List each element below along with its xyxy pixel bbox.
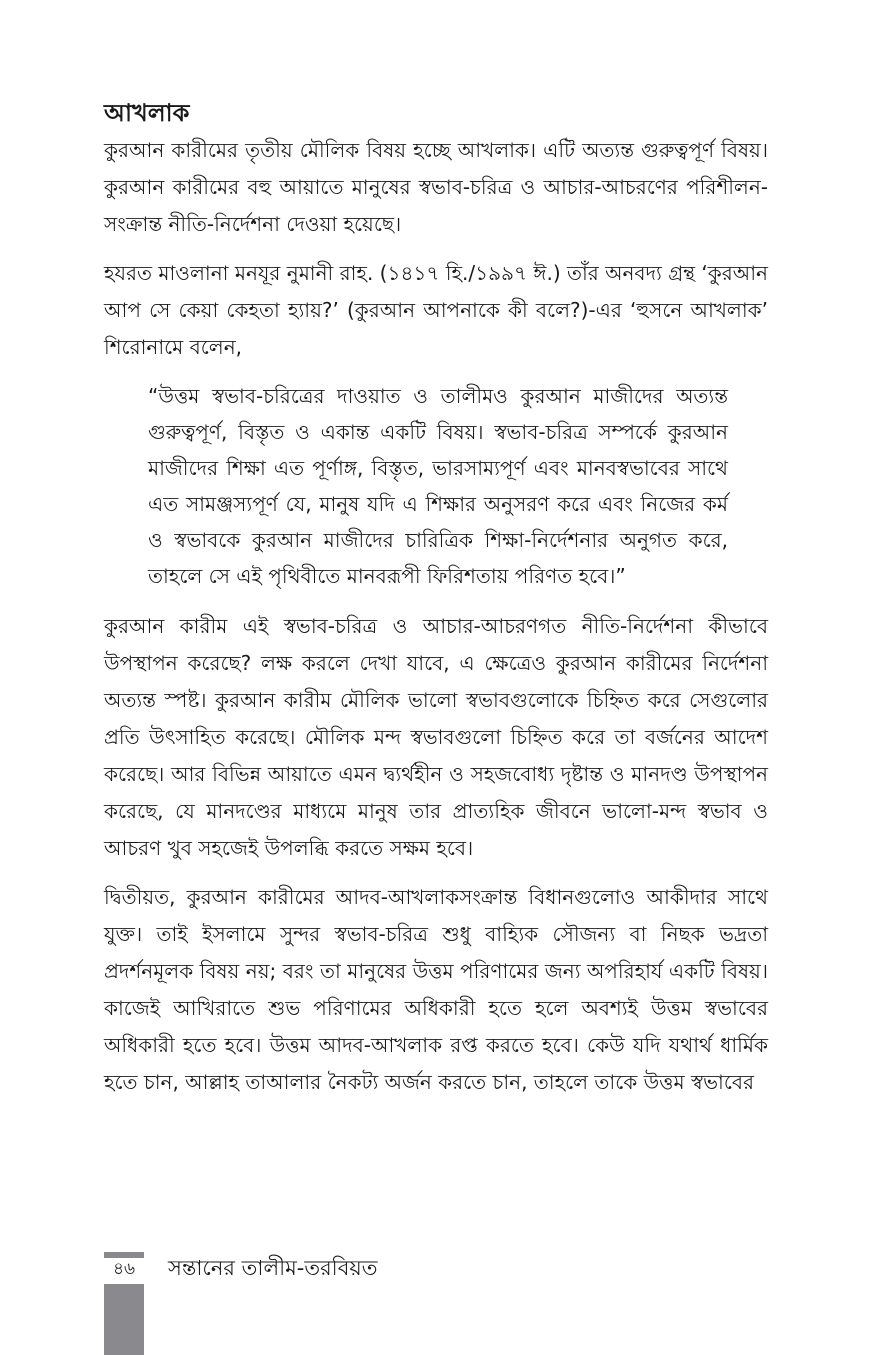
paragraph: কুরআন কারীম এই স্বভাব-চরিত্র ও আচার-আচরণগত নীতি-নির্দেশনা কীভাবে উপস্থাপন করেছে? লক্ষ করলে দেখা যাবে, এ ক্ষেত্রেও কুরআন কারীমের নির্দেশনা অত্যন্ত স্পষ্ট। কুরআন কারীম মৌলিক ভালো স্বভাবগুলোকে চিহ্নিত করে সেগুলোর প্রতি উৎসাহিত করেছে। মৌলিক মন্দ স্বভাবগুলো চিহ্নিত করে তা বর্জনের আদেশ করেছে। আর বিভিন্ন আয়াতে এমন দ্ব্যর্থহীন ও সহজবোধ্য দৃষ্টান্ত ও মানদণ্ড উপস্থাপন করেছে, যে মানদণ্ডের মাধ্যমে মানুষ তার প্রাত্যহিক জীবনে ভালো-মন্দ স্বভাব ও আচরণ খুব সহজেই উপলব্ধি করতে সক্ষম হবে।: [104, 614, 768, 860]
book-title: সন্তানের তালীম-তরবিয়ত: [168, 1256, 378, 1280]
block-quote: “উত্তম স্বভাব-চরিত্রের দাওয়াত ও তালীমও কুরআন মাজীদের অত্যন্ত গুরুত্বপূর্ণ, বিস্তৃত ও একান্ত একটি বিষয়। স্বভাব-চরিত্র সম্পর্কে কুরআন মাজীদের শিক্ষা এত পূর্ণাঙ্গ, বিস্তৃত, ভারসাম্যপূর্ণ এবং মানবস্বভাবের সাথে এত সামঞ্জস্যপূর্ণ যে, মানুষ যদি এ শিক্ষার অনুসরণ করে এবং নিজের কর্ম ও স্বভাবকে কুরআন মাজীদের চারিত্রিক শিক্ষা-নির্দেশনার অনুগত করে, তাহলে সে এই পৃথিবীতে মানবরূপী ফিরিশতায় পরিণত হবে।”: [148, 384, 728, 588]
page-footer: [104, 1252, 504, 1355]
paragraph: কুরআন কারীমের তৃতীয় মৌলিক বিষয় হচ্ছে আখলাক। এটি অত্যন্ত গুরুত্বপূর্ণ বিষয়। কুরআন কারীমের বহু আয়াতে মানুষের স্বভাব-চরিত্র ও আচার-আচরণের পরিশীলন-সংক্রান্ত নীতি-নির্দেশনা দেওয়া হয়েছে।: [104, 138, 768, 236]
paragraph: হযরত মাওলানা মনযূর নুমানী রাহ. (১৪১৭ হি./১৯৯৭ ঈ.) তাঁর অনবদ্য গ্রন্থ ‘কুরআন আপ সে কেয়া কেহতা হ্যায়?’ (কুরআন আপনাকে কী বলে?)-এর ‘হুসনে আখলাক’ শিরোনামে বলেন,: [104, 261, 768, 359]
paragraph: দ্বিতীয়ত, কুরআন কারীমের আদব-আখলাকসংক্রান্ত বিধানগুলোও আকীদার সাথে যুক্ত। তাই ইসলামে সুন্দর স্বভাব-চরিত্র শুধু বাহ্যিক সৌজন্য বা নিছক ভদ্রতা প্রদর্শনমূলক বিষয় নয়; বরং তা মানুষের উত্তম পরিণামের জন্য অপরিহার্য একটি বিষয়। কাজেই আখিরাতে শুভ পরিণামের অধিকারী হতে হলে অবশ্যই উত্তম স্বভাবের অধিকারী হতে হবে। উত্তম আদব-আখলাক রপ্ত করতে হবে। কেউ যদি যথার্থ ধার্মিক হতে চান, আল্লাহ তাআলার নৈকট্য অর্জন করতে চান, তাহলে তাকে উত্তম স্বভাবের: [104, 885, 768, 1094]
page-body: [104, 96, 768, 1113]
section-heading: আখলাক: [104, 99, 190, 127]
page-number: ৪৬: [112, 1259, 136, 1279]
footer-bar-bottom: [104, 1284, 144, 1355]
